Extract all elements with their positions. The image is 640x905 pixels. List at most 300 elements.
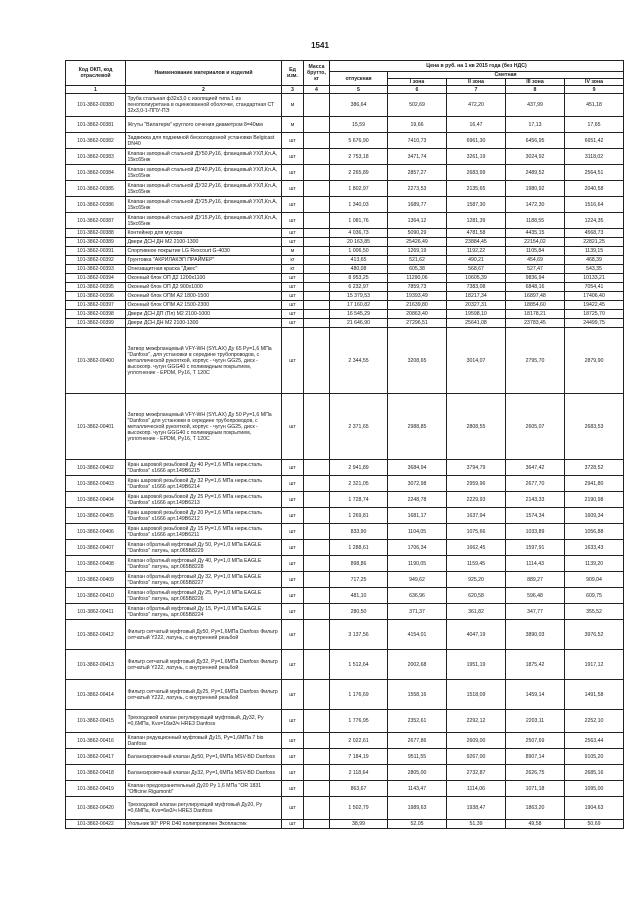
material-code: 101-3862-00391	[66, 247, 126, 256]
zone-1-price: 4154,01	[388, 620, 447, 650]
table-row	[66, 650, 624, 680]
zone-4-price: 3976,52	[565, 620, 624, 650]
header-price-title: Цена в руб. на 1 кв 2015 года (без НДС)	[330, 61, 624, 72]
header-unit: Ед изм.	[282, 61, 304, 86]
material-name: Фильтр сетчатый муфтовый Ду50, Ру=1,6МПа Danfoss Фильтр сетчатый Y222, латунь, с внутренней резьбой	[126, 620, 282, 650]
zone-3-price: 3647,42	[506, 460, 565, 476]
material-code: 101-3862-00414	[66, 680, 126, 710]
zone-1-price: 9511,55	[388, 749, 447, 765]
material-code: 101-3862-00397	[66, 301, 126, 310]
unit-cell: шт	[282, 749, 304, 765]
zone-1-price: 25426,49	[388, 238, 447, 247]
zone-3-price: 9836,94	[506, 274, 565, 283]
zone-1-price: 2677,86	[388, 733, 447, 749]
header-zone-3: III зона	[506, 79, 565, 86]
price-table	[65, 60, 624, 829]
zone-4-price: 1609,34	[565, 508, 624, 524]
release-price: 2 022,61	[330, 733, 388, 749]
release-price: 833,90	[330, 524, 388, 540]
material-name: Клапан обратный муфтовый Ду 40, Ру=1,0 МПа EAGLE "Danfoss" латунь, арт.065B8228	[126, 556, 282, 572]
table-row	[66, 556, 624, 572]
unit-cell: шт	[282, 133, 304, 149]
release-price: 1 728,74	[330, 492, 388, 508]
unit-cell: м	[282, 117, 304, 133]
material-name: Трехходовой клапан регулирующий муфтовый Ду20, Ру =0,6МПа, Kvs=6м3/ч HRE3 Danfoss	[126, 797, 282, 820]
mass-cell	[304, 283, 330, 292]
zone-3-price: 2605,07	[506, 394, 565, 460]
header-code: Код ОКП, код отраслевой	[66, 61, 126, 86]
release-price: 1 802,97	[330, 181, 388, 197]
zone-3-price: 17,13	[506, 117, 565, 133]
table-row	[66, 540, 624, 556]
zone-3-price: 2489,52	[506, 165, 565, 181]
zone-1-price: 2248,78	[388, 492, 447, 508]
material-name: Оконный блок ОП Д2 1200х1100	[126, 274, 282, 283]
material-code: 101-3862-00418	[66, 765, 126, 781]
zone-2-price: 3014,07	[447, 328, 506, 394]
material-code: 101-3862-00394	[66, 274, 126, 283]
unit-cell: шт	[282, 781, 304, 797]
mass-cell	[304, 265, 330, 274]
material-code: 101-3862-00401	[66, 394, 126, 460]
material-name: Клапан запорный стальной ДУ32,Ру16, фланцевый УХЛ,Кл.А, 15кс65нж	[126, 181, 282, 197]
zone-3-price: 6848,16	[506, 283, 565, 292]
zone-3-price: 889,27	[506, 572, 565, 588]
unit-cell: шт	[282, 680, 304, 710]
release-price: 2 118,64	[330, 765, 388, 781]
zone-2-price: 1518,09	[447, 680, 506, 710]
zone-4-price: 3728,52	[565, 460, 624, 476]
table-row	[66, 394, 624, 460]
material-code: 101-3862-00420	[66, 797, 126, 820]
mass-cell	[304, 492, 330, 508]
unit-cell: шт	[282, 301, 304, 310]
zone-3-price: 3024,92	[506, 149, 565, 165]
material-name: Кран шаровой резьбовой Ду 40 Ру=1,6 МПа нерж.сталь "Danfoss" х1666 арт.149B6215	[126, 460, 282, 476]
zone-3-price: 1863,20	[506, 797, 565, 820]
release-price: 8 953,25	[330, 274, 388, 283]
release-price: 2 753,18	[330, 149, 388, 165]
zone-2-price: 10605,39	[447, 274, 506, 283]
zone-3-price: 49,58	[506, 820, 565, 829]
release-price: 3 137,56	[330, 620, 388, 650]
zone-4-price: 2040,58	[565, 181, 624, 197]
unit-cell: шт	[282, 165, 304, 181]
zone-3-price: 23783,45	[506, 319, 565, 328]
zone-1-price: 636,96	[388, 588, 447, 604]
table-row	[66, 149, 624, 165]
zone-1-price: 502,69	[388, 94, 447, 117]
material-name: Балансировочный клапан Ду50, Ру=1,6МПа MSV-BD Danfoss	[126, 749, 282, 765]
zone-2-price: 1662,45	[447, 540, 506, 556]
unit-cell: шт	[282, 540, 304, 556]
zone-4-price: 1917,12	[565, 650, 624, 680]
header-zone-4: IV зона	[565, 79, 624, 86]
mass-cell	[304, 181, 330, 197]
material-code: 101-3862-00415	[66, 710, 126, 733]
release-price: 7 184,19	[330, 749, 388, 765]
zone-1-price: 3684,94	[388, 460, 447, 476]
zone-1-price: 2988,85	[388, 394, 447, 460]
zone-2-price: 1938,47	[447, 797, 506, 820]
material-name: Задвижка для подземной бесколодезной установки Belgicast DN40	[126, 133, 282, 149]
zone-2-price: 2683,99	[447, 165, 506, 181]
zone-3-price: 4435,15	[506, 229, 565, 238]
release-price: 1 176,69	[330, 680, 388, 710]
table-row	[66, 94, 624, 117]
unit-cell: шт	[282, 556, 304, 572]
zone-1-price: 371,37	[388, 604, 447, 620]
zone-3-price: 1472,30	[506, 197, 565, 213]
zone-3-price: 2677,70	[506, 476, 565, 492]
table-row	[66, 117, 624, 133]
zone-1-price: 3208,65	[388, 328, 447, 394]
mass-cell	[304, 328, 330, 394]
unit-cell: шт	[282, 283, 304, 292]
unit-cell: шт	[282, 476, 304, 492]
release-price: 1 512,64	[330, 650, 388, 680]
material-code: 101-3862-00403	[66, 476, 126, 492]
zone-2-price: 6961,30	[447, 133, 506, 149]
release-price: 16 545,29	[330, 310, 388, 319]
column-number: 5	[330, 86, 388, 94]
zone-2-price: 16,47	[447, 117, 506, 133]
material-name: Клапан запорный стальной ДУ50,Ру16, фланцевый УХЛ,Кл.А, 15кс65нж	[126, 149, 282, 165]
zone-3-price: 2795,70	[506, 328, 565, 394]
material-name: Кран шаровой резьбовой Ду 20 Ру=1,6 МПа нерж.сталь "Danfoss" х1666 арт.149B6212	[126, 508, 282, 524]
column-number: 2	[126, 86, 282, 94]
zone-2-price: 2135,65	[447, 181, 506, 197]
zone-2-price: 3794,79	[447, 460, 506, 476]
mass-cell	[304, 540, 330, 556]
material-name: Двери ДСН ДП (Пл) М2 2100-1000	[126, 310, 282, 319]
unit-cell: шт	[282, 238, 304, 247]
table-row	[66, 229, 624, 238]
mass-cell	[304, 301, 330, 310]
mass-cell	[304, 749, 330, 765]
column-number: 1	[66, 86, 126, 94]
material-name: Угольник 90° PPR D40 полипропилен Экопластик	[126, 820, 282, 829]
mass-cell	[304, 292, 330, 301]
material-code: 101-3862-00388	[66, 229, 126, 238]
material-name: Грунтовка "АКРИЛАКЭП ПРАЙМЕР"	[126, 256, 282, 265]
table-row	[66, 524, 624, 540]
material-name: Клапан запорный стальной ДУ40,Ру16, фланцевый УХЛ,Кл.А, 15кс65нж	[126, 165, 282, 181]
material-name: Фильтр сетчатый муфтовый Ду25, Ру=1,6МПа Danfoss Фильтр сетчатый Y222, латунь, с внутренней резьбой	[126, 680, 282, 710]
zone-2-price: 19598,10	[447, 310, 506, 319]
material-code: 101-3862-00381	[66, 117, 126, 133]
material-code: 101-3862-00398	[66, 310, 126, 319]
zone-2-price: 1951,19	[447, 650, 506, 680]
mass-cell	[304, 394, 330, 460]
unit-cell: шт	[282, 319, 304, 328]
zone-4-price: 17,65	[565, 117, 624, 133]
release-price: 1 269,81	[330, 508, 388, 524]
zone-4-price: 2563,44	[565, 733, 624, 749]
zone-3-price: 2143,33	[506, 492, 565, 508]
header-zone-2: II зона	[447, 79, 506, 86]
mass-cell	[304, 781, 330, 797]
zone-1-price: 7859,73	[388, 283, 447, 292]
zone-1-price: 27296,51	[388, 319, 447, 328]
material-name: Затвор межфланцевый VFY-WH (SYLAX) Ду 65 Ру=1,6 МПа "Danfoss", для установки в середине трубопроводов, с металлической рукояткой, корпус - чугун GG25, диск - высокопр. чугун GGG40 с полимидным покрытием, уплотнение - EPDM, Ру16, Т 120С	[126, 328, 282, 394]
unit-cell: шт	[282, 181, 304, 197]
zone-2-price: 472,20	[447, 94, 506, 117]
zone-2-price: 1075,66	[447, 524, 506, 540]
zone-3-price: 527,47	[506, 265, 565, 274]
zone-3-price: 6456,95	[506, 133, 565, 149]
zone-2-price: 1637,94	[447, 508, 506, 524]
zone-1-price: 1989,63	[388, 797, 447, 820]
material-code: 101-3862-00392	[66, 256, 126, 265]
zone-1-price: 52,05	[388, 820, 447, 829]
release-price: 1 081,76	[330, 213, 388, 229]
material-name: Фильтр сетчатый муфтовый Ду32, Ру=1,6МПа Danfoss Фильтр сетчатый Y222, латунь, с внутренней резьбой	[126, 650, 282, 680]
zone-1-price: 605,38	[388, 265, 447, 274]
unit-cell: шт	[282, 197, 304, 213]
zone-4-price: 355,52	[565, 604, 624, 620]
table-row	[66, 133, 624, 149]
zone-2-price: 4781,58	[447, 229, 506, 238]
zone-3-price: 1114,43	[506, 556, 565, 572]
material-code: 101-3862-00389	[66, 238, 126, 247]
zone-2-price: 1114,06	[447, 781, 506, 797]
material-name: Труба стальная ф32х3,0 с изоляцией типа 1 из пенополиуретана в оцинкованной оболочке, стандартная СТ 32х3,0-1-ППУ-ПЭ	[126, 94, 282, 117]
material-name: Контейнер для мусора	[126, 229, 282, 238]
mass-cell	[304, 820, 330, 829]
zone-2-price: 2732,87	[447, 765, 506, 781]
zone-3-price: 347,77	[506, 604, 565, 620]
material-name: Жгуты "Вилатерм" круглого сечения диаметром 8=40мм	[126, 117, 282, 133]
zone-2-price: 51,39	[447, 820, 506, 829]
release-price: 413,65	[330, 256, 388, 265]
mass-cell	[304, 94, 330, 117]
table-row	[66, 749, 624, 765]
zone-3-price: 16897,48	[506, 292, 565, 301]
material-code: 101-3862-00383	[66, 149, 126, 165]
unit-cell: шт	[282, 733, 304, 749]
zone-4-price: 1491,58	[565, 680, 624, 710]
zone-2-price: 25641,08	[447, 319, 506, 328]
material-code: 101-3862-00411	[66, 604, 126, 620]
zone-2-price: 9267,00	[447, 749, 506, 765]
release-price: 38,99	[330, 820, 388, 829]
material-code: 101-3862-00396	[66, 292, 126, 301]
unit-cell: шт	[282, 588, 304, 604]
material-code: 101-3862-00384	[66, 165, 126, 181]
material-code: 101-3862-00406	[66, 524, 126, 540]
material-name: Клапан запорный стальной ДУ15,Ру16, фланцевый УХЛ,Кл.А, 15кс65нж	[126, 213, 282, 229]
mass-cell	[304, 256, 330, 265]
zone-2-price: 1587,30	[447, 197, 506, 213]
zone-3-price: 8907,14	[506, 749, 565, 765]
mass-cell	[304, 508, 330, 524]
zone-1-price: 19393,49	[388, 292, 447, 301]
zone-2-price: 2959,96	[447, 476, 506, 492]
table-row	[66, 710, 624, 733]
zone-1-price: 1681,17	[388, 508, 447, 524]
material-name: Спортивное покрытие LG Rexcourt G-4030	[126, 247, 282, 256]
zone-4-price: 1139,20	[565, 556, 624, 572]
table-row	[66, 165, 624, 181]
unit-cell: шт	[282, 572, 304, 588]
table-row	[66, 197, 624, 213]
material-code: 101-3862-00417	[66, 749, 126, 765]
material-code: 101-3862-00416	[66, 733, 126, 749]
zone-2-price: 23884,45	[447, 238, 506, 247]
material-code: 101-3862-00400	[66, 328, 126, 394]
material-code: 101-3862-00413	[66, 650, 126, 680]
zone-1-price: 1143,47	[388, 781, 447, 797]
release-price: 2 321,05	[330, 476, 388, 492]
zone-4-price: 543,35	[565, 265, 624, 274]
material-code: 101-3862-00404	[66, 492, 126, 508]
material-code: 101-3862-00380	[66, 94, 126, 117]
table-row	[66, 620, 624, 650]
unit-cell: шт	[282, 710, 304, 733]
zone-1-price: 949,62	[388, 572, 447, 588]
material-code: 101-3862-00382	[66, 133, 126, 149]
mass-cell	[304, 149, 330, 165]
material-name: Балансировочный клапан Ду32, Ру=1,6МПа MSV-BD Danfoss	[126, 765, 282, 781]
mass-cell	[304, 620, 330, 650]
material-code: 101-3862-00402	[66, 460, 126, 476]
zone-2-price: 18217,34	[447, 292, 506, 301]
unit-cell: шт	[282, 328, 304, 394]
mass-cell	[304, 556, 330, 572]
mass-cell	[304, 650, 330, 680]
material-name: Клапан предохранительный Ду20 Ру 1,6 МПа "ОR 1831 "Officine Rigamonti"	[126, 781, 282, 797]
table-row	[66, 238, 624, 247]
unit-cell: шт	[282, 310, 304, 319]
zone-1-price: 1689,77	[388, 197, 447, 213]
release-price: 15,59	[330, 117, 388, 133]
zone-4-price: 1904,63	[565, 797, 624, 820]
zone-4-price: 2941,80	[565, 476, 624, 492]
table-row	[66, 572, 624, 588]
unit-cell: шт	[282, 820, 304, 829]
zone-1-price: 5090,29	[388, 229, 447, 238]
release-price: 6 232,97	[330, 283, 388, 292]
zone-4-price: 2685,16	[565, 765, 624, 781]
zone-3-price: 1071,18	[506, 781, 565, 797]
zone-2-price: 7383,08	[447, 283, 506, 292]
zone-2-price: 3261,19	[447, 149, 506, 165]
mass-cell	[304, 710, 330, 733]
zone-2-price: 2808,55	[447, 394, 506, 460]
table-row	[66, 181, 624, 197]
unit-cell: шт	[282, 274, 304, 283]
zone-2-price: 568,67	[447, 265, 506, 274]
zone-2-price: 925,20	[447, 572, 506, 588]
release-price: 20 163,85	[330, 238, 388, 247]
zone-1-price: 7410,73	[388, 133, 447, 149]
table-row	[66, 460, 624, 476]
zone-3-price: 596,48	[506, 588, 565, 604]
unit-cell: кг	[282, 265, 304, 274]
zone-3-price: 1875,42	[506, 650, 565, 680]
material-code: 101-3862-00386	[66, 197, 126, 213]
header-estimate: Сметная	[388, 72, 624, 79]
table-row	[66, 733, 624, 749]
table-body	[66, 94, 624, 829]
zone-1-price: 521,62	[388, 256, 447, 265]
zone-3-price: 1188,55	[506, 213, 565, 229]
zone-4-price: 2683,53	[565, 394, 624, 460]
zone-2-price: 2609,00	[447, 733, 506, 749]
table-row	[66, 274, 624, 283]
mass-cell	[304, 765, 330, 781]
mass-cell	[304, 588, 330, 604]
zone-1-price: 2857,27	[388, 165, 447, 181]
mass-cell	[304, 524, 330, 540]
zone-4-price: 2190,98	[565, 492, 624, 508]
zone-1-price: 3471,74	[388, 149, 447, 165]
table-row	[66, 476, 624, 492]
zone-3-price: 18178,21	[506, 310, 565, 319]
material-code: 101-3862-00408	[66, 556, 126, 572]
release-price: 2 344,55	[330, 328, 388, 394]
material-code: 101-3862-00419	[66, 781, 126, 797]
mass-cell	[304, 680, 330, 710]
unit-cell: шт	[282, 460, 304, 476]
release-price: 17 160,82	[330, 301, 388, 310]
table-row	[66, 328, 624, 394]
mass-cell	[304, 319, 330, 328]
zone-1-price: 20863,40	[388, 310, 447, 319]
table-row	[66, 256, 624, 265]
zone-4-price: 451,18	[565, 94, 624, 117]
zone-2-price: 2292,12	[447, 710, 506, 733]
unit-cell: шт	[282, 149, 304, 165]
zone-1-price: 11290,06	[388, 274, 447, 283]
zone-3-price: 454,69	[506, 256, 565, 265]
release-price: 5 676,90	[330, 133, 388, 149]
zone-1-price: 2352,61	[388, 710, 447, 733]
release-price: 1 340,03	[330, 197, 388, 213]
mass-cell	[304, 476, 330, 492]
table-row	[66, 588, 624, 604]
mass-cell	[304, 247, 330, 256]
zone-4-price: 1633,43	[565, 540, 624, 556]
release-price: 4 036,73	[330, 229, 388, 238]
release-price: 480,08	[330, 265, 388, 274]
column-number: 3	[282, 86, 304, 94]
release-price: 15 379,53	[330, 292, 388, 301]
material-code: 101-3862-00387	[66, 213, 126, 229]
zone-4-price: 2252,10	[565, 710, 624, 733]
release-price: 386,64	[330, 94, 388, 117]
release-price: 21 646,90	[330, 319, 388, 328]
column-number: 9	[565, 86, 624, 94]
zone-3-price: 2507,69	[506, 733, 565, 749]
release-price: 2 265,89	[330, 165, 388, 181]
zone-1-price: 2273,53	[388, 181, 447, 197]
zone-4-price: 22821,25	[565, 238, 624, 247]
material-code: 101-3862-00407	[66, 540, 126, 556]
unit-cell: шт	[282, 620, 304, 650]
table-row	[66, 781, 624, 797]
unit-cell: шт	[282, 394, 304, 460]
unit-cell: шт	[282, 292, 304, 301]
material-name: Кран шаровой резьбовой Ду 25 Ру=1,6 МПа нерж.сталь "Danfoss" х1666 арт.149B6213	[126, 492, 282, 508]
zone-3-price: 1459,14	[506, 680, 565, 710]
zone-4-price: 3118,02	[565, 149, 624, 165]
table-row	[66, 247, 624, 256]
unit-cell: кг	[282, 256, 304, 265]
zone-3-price: 1597,91	[506, 540, 565, 556]
zone-1-price: 2002,68	[388, 650, 447, 680]
